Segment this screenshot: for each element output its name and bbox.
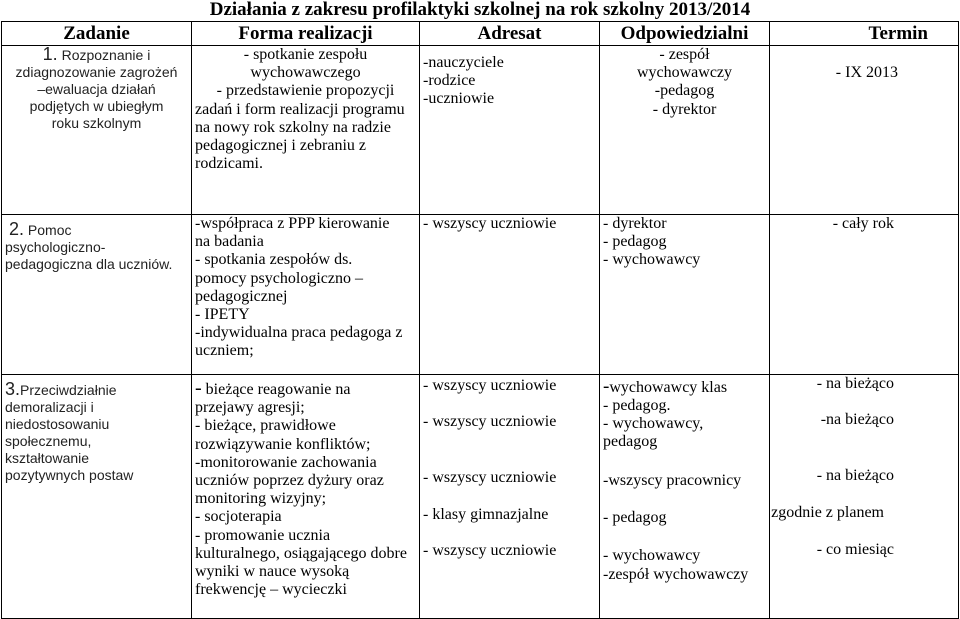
table-row	[2, 215, 959, 375]
forma-line: rozwiązywanie konfliktów;	[195, 435, 371, 453]
cell-forma	[192, 375, 420, 619]
forma-line: na badania	[195, 233, 264, 251]
forma-line: - bieżące, prawidłowe	[195, 417, 336, 435]
adresat-line: - wszyscy uczniowie	[423, 542, 557, 559]
forma-line: - promowanie ucznia	[195, 526, 331, 544]
task-line: demoralizacji i	[5, 399, 94, 415]
header-adresat: Adresat	[420, 22, 600, 46]
odp-line: - pedagog	[603, 509, 667, 526]
odp-line: - wychowawcy	[603, 547, 701, 564]
header-row	[2, 22, 959, 46]
odp-line: -wszyscy pracownicy	[603, 472, 742, 489]
forma-line: pedagogicznej	[195, 287, 288, 305]
forma-line: -monitorowanie zachowania	[195, 453, 377, 471]
task-line: psychologiczno-	[5, 239, 106, 255]
task-line: Pomoc	[27, 222, 72, 238]
task-number: 1.	[42, 44, 58, 64]
task-line: roku szkolnym	[51, 115, 142, 131]
header-forma: Forma realizacji	[192, 22, 420, 46]
adresat-line: - wszyscy uczniowie	[423, 215, 557, 232]
adresat-line: -nauczyciele	[423, 54, 504, 71]
forma-line: kulturalnego, osiągającego dobre	[195, 544, 407, 562]
forma-line: monitoring wizyjny;	[195, 490, 327, 508]
table-row	[2, 375, 959, 619]
termin-line: -na bieżąco	[820, 411, 894, 428]
forma-line: - spotkanie zespołu	[243, 46, 368, 63]
forma-line: pomocy psychologiczno –	[195, 269, 363, 287]
forma-line: frekwencję – wycieczki	[195, 581, 347, 599]
cell-odpowiedzialni: -wychowawcy klas - pedagog. - wychowawcy, pedagog -wszyscy pracownicy - pedagog - wychowawcy -zespół wychowawczy	[600, 375, 770, 619]
forma-line: -indywidualna praca pedagoga z	[195, 324, 403, 342]
odp-line: -zespół wychowawczy	[603, 566, 749, 583]
adresat-line: -uczniowie	[423, 90, 495, 108]
termin-line: - IX 2013	[835, 64, 898, 81]
odp-line: - dyrektor	[652, 100, 717, 118]
cell-adresat	[420, 46, 600, 215]
forma-line: rodzicami.	[195, 155, 263, 173]
odp-line: - dyrektor	[603, 215, 667, 232]
forma-line: pedagogicznej i zebraniu z	[195, 137, 367, 155]
forma-line: uczniów poprzez dyżury oraz	[195, 472, 384, 490]
cell-adresat	[420, 215, 600, 375]
cell-termin	[770, 375, 959, 619]
odp-line: - zespół	[659, 46, 710, 63]
table-row	[2, 46, 959, 215]
cell-zadanie	[2, 215, 192, 375]
termin-line: - co miesiąc	[816, 541, 894, 558]
forma-line: - przedstawienie propozycji	[216, 82, 395, 100]
task-line: niedostosowaniu	[5, 416, 110, 432]
forma-line: - socjoterapia	[195, 508, 282, 526]
task-line: społecznemu,	[5, 433, 92, 449]
forma-line: - spotkania zespołów ds.	[195, 251, 353, 269]
termin-line: - na bieżąco	[816, 467, 894, 484]
cell-adresat	[420, 375, 600, 619]
forma-dash: -	[195, 377, 202, 399]
forma-line: zadań i form realizacji programu	[195, 100, 405, 118]
adresat-line: - wszyscy uczniowie	[423, 469, 557, 486]
odp-line: - pedagog.	[603, 397, 671, 414]
forma-line: - IPETY	[195, 306, 250, 324]
odp-line: - wychowawcy	[603, 251, 701, 269]
forma-line: -współpraca z PPP kierowanie	[195, 215, 390, 232]
forma-line: bieżące reagowanie na	[201, 381, 351, 398]
adresat-line: - wszyscy uczniowie	[423, 377, 557, 394]
activities-table	[1, 21, 959, 619]
odp-line: -pedagog	[654, 82, 715, 100]
task-line: kształtowanie	[5, 450, 90, 466]
odp-line: - wychowawcy,	[603, 415, 704, 432]
task-line: zdiagnozowanie zagrożeń	[15, 64, 178, 80]
odp-line: wychowawczy	[636, 64, 733, 82]
cell-odpowiedzialni	[600, 215, 770, 375]
odp-line-text: wychowawcy klas	[609, 379, 728, 396]
cell-odpowiedzialni	[600, 46, 770, 215]
adresat-line: -rodzice	[423, 72, 476, 90]
header-zadanie: Zadanie	[2, 22, 192, 46]
forma-line: na nowy rok szkolny na radzie	[195, 118, 391, 136]
forma-line: przejawy agresji;	[195, 399, 305, 417]
task-line: pozytywnych postaw	[5, 467, 134, 483]
odp-line: pedagog	[603, 433, 658, 450]
forma-line: uczniem;	[195, 342, 254, 360]
cell-zadanie	[2, 46, 192, 215]
adresat-line: - wszyscy uczniowie	[423, 413, 557, 430]
termin-line: - cały rok	[832, 215, 894, 232]
task-line: Rozpoznanie i	[61, 47, 151, 63]
cell-termin	[770, 46, 959, 215]
cell-zadanie	[2, 375, 192, 619]
document-title: Działania z zakresu profilaktyki szkolnej na rok szkolny 2013/2014	[209, 0, 751, 20]
header-termin: Termin	[770, 22, 959, 46]
task-line: –ewaluacja działań	[37, 81, 156, 97]
termin-line: - na bieżąco	[816, 375, 894, 392]
task-line: Przeciwdziałnie	[20, 382, 117, 398]
task-number: 3.	[5, 379, 21, 399]
task-line: pedagogiczna dla uczniów.	[5, 256, 173, 272]
adresat-line: - klasy gimnazjalne	[423, 506, 549, 523]
header-odpowiedzialni: Odpowiedzialni	[600, 22, 770, 46]
forma-line: wychowawczego	[250, 64, 361, 82]
cell-forma	[192, 215, 420, 375]
cell-termin	[770, 215, 959, 375]
termin-line: zgodnie z planem	[771, 504, 884, 521]
odp-line: - pedagog	[603, 233, 667, 251]
task-line: podjętych w ubiegłym	[29, 98, 164, 114]
cell-forma	[192, 46, 420, 215]
forma-line: wyniki w nauce wysoką	[195, 563, 350, 581]
task-number: 2.	[9, 219, 25, 239]
